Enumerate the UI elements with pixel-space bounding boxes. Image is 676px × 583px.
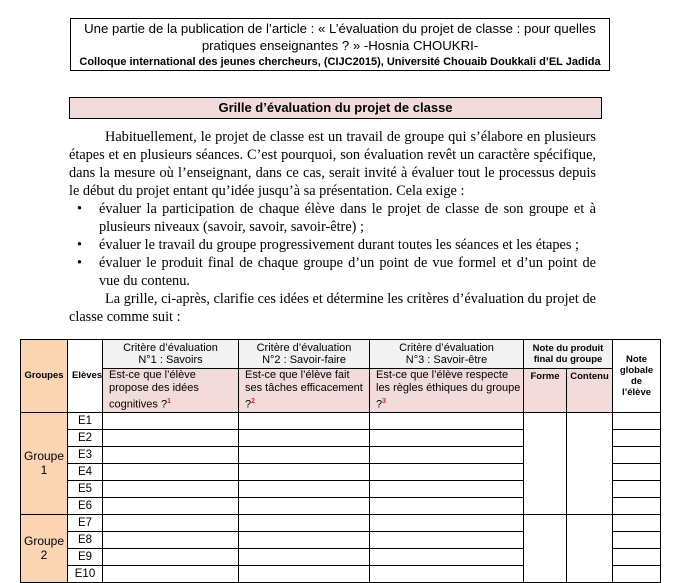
criterion-subtitle: N°1 : Savoirs xyxy=(138,354,203,366)
body-text xyxy=(69,128,596,326)
student-label: E1 xyxy=(68,412,103,429)
student-label: E7 xyxy=(68,514,103,531)
note-globale-cell[interactable] xyxy=(613,412,661,429)
criterion-2-cell[interactable] xyxy=(239,497,370,514)
criterion-1-cell[interactable] xyxy=(103,446,239,463)
criterion-2-cell[interactable] xyxy=(239,412,370,429)
student-label: E9 xyxy=(68,548,103,565)
student-label: E5 xyxy=(68,480,103,497)
note-globale-cell[interactable] xyxy=(613,429,661,446)
criterion-1-cell[interactable] xyxy=(103,548,239,565)
criterion-3-cell[interactable] xyxy=(370,565,524,582)
table-row xyxy=(21,514,661,531)
forme-cell[interactable] xyxy=(524,412,567,514)
forme-cell[interactable] xyxy=(524,514,567,582)
group-label: Groupe 2 xyxy=(21,514,68,582)
criterion-2-cell[interactable] xyxy=(239,514,370,531)
criterion-1-cell[interactable] xyxy=(103,412,239,429)
footnote-ref: 1 xyxy=(167,398,171,405)
note-globale-cell[interactable] xyxy=(613,463,661,480)
student-label: E2 xyxy=(68,429,103,446)
criterion-2-question xyxy=(239,369,370,413)
criterion-3-cell[interactable] xyxy=(370,429,524,446)
student-label: E3 xyxy=(68,446,103,463)
bullet-item: • évaluer la participation de chaque élève dans le projet de classe de son groupe et à plusieurs niveaux (savoir, savoir, savoir-être) ; xyxy=(99,200,596,236)
criterion-3-cell[interactable] xyxy=(370,548,524,565)
student-label: E6 xyxy=(68,497,103,514)
bullet-list xyxy=(69,200,596,290)
student-label: E10 xyxy=(68,565,103,582)
bullet-item: • évaluer le produit final de chaque groupe d’un point de vue formel et d’un point de vue du contenu. xyxy=(99,254,596,290)
footnote-ref: 3 xyxy=(382,398,387,405)
criterion-3-header xyxy=(370,340,524,369)
question-text: Est-ce que l’élève respecte les règles éthiques du groupe ? xyxy=(376,369,521,411)
header-groupes: Groupes xyxy=(21,340,68,413)
criterion-1-cell[interactable] xyxy=(103,480,239,497)
criterion-2-header xyxy=(239,340,370,369)
criterion-title: Critère d’évaluation xyxy=(123,342,218,354)
criterion-1-cell[interactable] xyxy=(103,531,239,548)
criterion-1-cell[interactable] xyxy=(103,429,239,446)
criterion-title: Critère d’évaluation xyxy=(256,342,352,354)
student-label: E4 xyxy=(68,463,103,480)
section-title: Grille d’évaluation du projet de classe xyxy=(69,97,602,119)
student-label: E8 xyxy=(68,531,103,548)
criterion-3-cell[interactable] xyxy=(370,412,524,429)
criterion-title: Critère d’évaluation xyxy=(399,342,494,354)
note-globale-cell[interactable] xyxy=(613,531,661,548)
note-globale-cell[interactable] xyxy=(613,514,661,531)
note-globale-cell[interactable] xyxy=(613,565,661,582)
header-line-2: pratiques enseignantes ? » -Hosnia CHOUKRI- xyxy=(201,38,479,53)
criterion-subtitle: N°3 : Savoir-être xyxy=(405,354,488,366)
bullet-item: • évaluer le travail du groupe progressivement durant toutes les séances et les étapes ; xyxy=(99,236,596,254)
criterion-1-cell[interactable] xyxy=(103,497,239,514)
criterion-2-cell[interactable] xyxy=(239,429,370,446)
note-globale-cell[interactable] xyxy=(613,446,661,463)
header-contenu: Contenu xyxy=(567,369,613,413)
criterion-3-cell[interactable] xyxy=(370,463,524,480)
criterion-2-cell[interactable] xyxy=(239,531,370,548)
criterion-3-cell[interactable] xyxy=(370,446,524,463)
article-header xyxy=(70,18,610,71)
criterion-2-cell[interactable] xyxy=(239,480,370,497)
intro-paragraph: Habituellement, le projet de classe est un travail de groupe qui s’élabore en plusieurs étapes et en plusieurs séances. C’est pourquoi, son évaluation revêt un caractère spécifique, dans la mesure où l’enseignant, dans ce cas, serait invité à évaluer tout le processus depuis le début du projet entant qu’idée jusqu’à sa présentation. Cela exige : xyxy=(69,129,596,199)
criterion-2-cell[interactable] xyxy=(239,565,370,582)
question-text: Est-ce que l’élève propose des idées cognitives ? xyxy=(109,369,199,411)
note-globale-cell[interactable] xyxy=(613,497,661,514)
evaluation-grid xyxy=(20,339,661,583)
header-note-globale: Note globale de l’élève xyxy=(613,340,661,413)
header-line-1: Une partie de la publication de l’article : « L’évaluation du projet de classe : pour quelles xyxy=(84,21,596,36)
criterion-1-cell[interactable] xyxy=(103,463,239,480)
criterion-1-question xyxy=(103,369,239,413)
contenu-cell[interactable] xyxy=(567,514,613,582)
criterion-2-cell[interactable] xyxy=(239,548,370,565)
header-eleves: Elèves xyxy=(68,340,103,413)
criterion-subtitle: N°2 : Savoir-faire xyxy=(262,354,346,366)
criterion-3-cell[interactable] xyxy=(370,480,524,497)
conference-line: Colloque international des jeunes chercheurs, (CIJC2015), Université Chouaib Doukkali d’EL Jadida xyxy=(79,56,601,68)
note-globale-cell[interactable] xyxy=(613,480,661,497)
header-forme: Forme xyxy=(524,369,567,413)
group-label: Groupe 1 xyxy=(21,412,68,514)
criterion-1-header xyxy=(103,340,239,369)
footnote-ref: 2 xyxy=(251,398,256,405)
criterion-2-cell[interactable] xyxy=(239,446,370,463)
criterion-1-cell[interactable] xyxy=(103,565,239,582)
criterion-1-cell[interactable] xyxy=(103,514,239,531)
contenu-cell[interactable] xyxy=(567,412,613,514)
question-text: Est-ce que l’élève fait ses tâches efficacement ? xyxy=(245,369,363,411)
conclusion-paragraph: La grille, ci-après, clarifie ces idées et détermine les critères d’évaluation du projet de classe comme suit : xyxy=(69,291,596,325)
criterion-2-cell[interactable] xyxy=(239,463,370,480)
criterion-3-cell[interactable] xyxy=(370,514,524,531)
criterion-3-cell[interactable] xyxy=(370,497,524,514)
header-produit: Note du produit final du groupe xyxy=(524,340,613,369)
criterion-3-cell[interactable] xyxy=(370,531,524,548)
table-row xyxy=(21,412,661,429)
note-globale-cell[interactable] xyxy=(613,548,661,565)
criterion-3-question xyxy=(370,369,524,413)
